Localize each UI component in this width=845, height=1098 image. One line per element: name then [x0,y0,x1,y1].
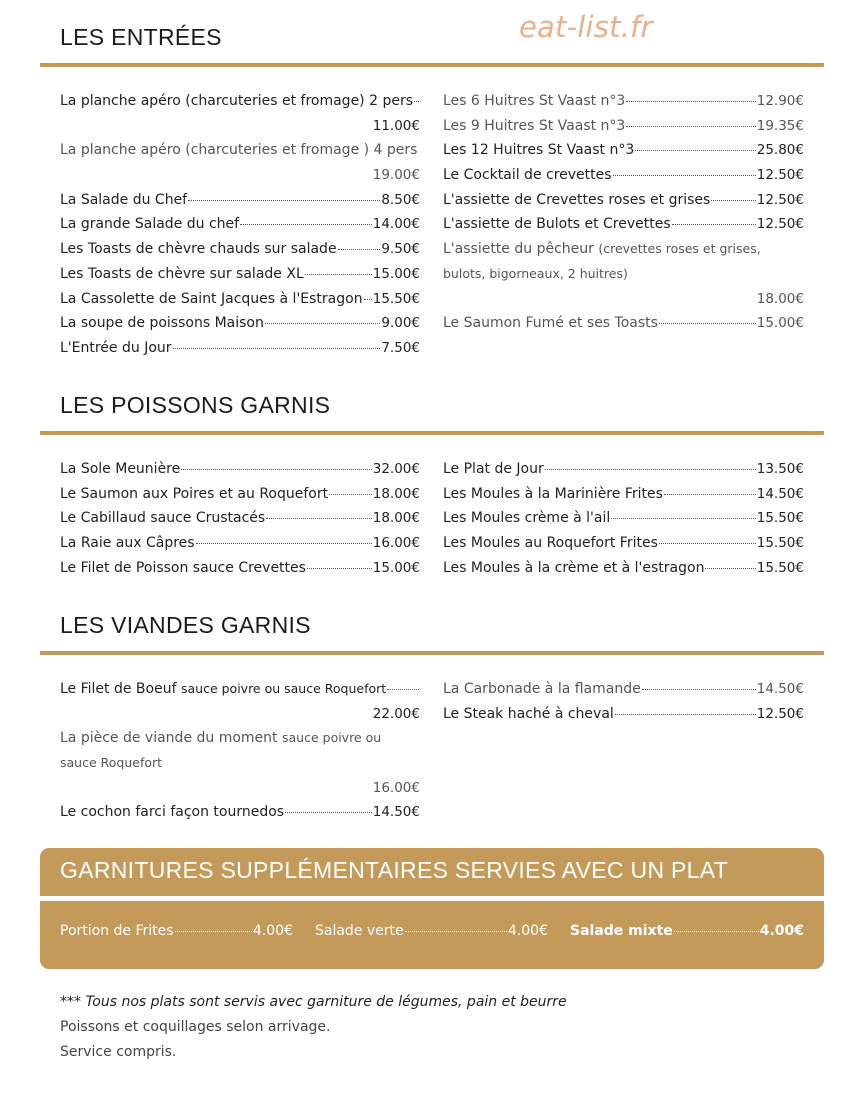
item-price: 4.00€ [507,923,548,939]
item-name: Le cochon farci façon tournedos [60,804,285,821]
item-name: La soupe de poissons Maison [60,315,264,332]
item-name: Portion de Frites [60,923,174,939]
menu-item [443,89,804,114]
item-price: 14.50€ [756,485,804,502]
item-name: La planche apéro (charcuteries et fromage ) 4 pers [60,142,418,159]
section-divider [40,651,824,655]
dot-leader [175,931,252,932]
entrees-right-column [443,89,804,336]
menu-item [60,800,420,825]
garnitures-list [60,923,804,939]
entrees-left-column [60,89,420,361]
item-name: La Raie aux Câpres [60,535,195,552]
item-price: 14.00€ [372,216,420,233]
item-price: 12.50€ [756,191,804,208]
item-name: Salade verte [315,923,404,939]
garniture-item [60,923,293,939]
item-name: Les Moules à la Marinière Frites [443,485,663,502]
menu-item [60,726,420,800]
section-divider [40,63,824,67]
item-name: L'assiette de Crevettes roses et grises [443,191,711,208]
item-price: 15.00€ [756,315,804,332]
dot-leader [626,101,755,102]
dot-leader [672,224,756,225]
poissons-left-column [60,457,420,580]
item-name: L'assiette du pêcheur [443,241,594,258]
dot-leader [659,543,756,544]
item-name: Les Moules au Roquefort Frites [443,535,658,552]
menu-item [60,262,420,287]
dot-leader [664,494,756,495]
menu-item [60,336,420,361]
item-name: Les 12 Huitres St Vaast n°3 [443,142,635,159]
menu-item [60,89,420,138]
item-name: La Cassolette de Saint Jacques à l'Estragon [60,290,363,307]
dot-leader [181,469,372,470]
item-note: sauce poivre ou sauce Roquefort [60,730,382,771]
menu-item [60,531,420,556]
dot-leader [674,931,759,932]
garnitures-header [40,848,824,896]
item-name: Les Toasts de chèvre sur salade XL [60,265,304,282]
garniture-item [315,923,548,939]
item-price: 15.00€ [372,559,420,576]
garnitures-title: GARNITURES SUPPLÉMENTAIRES SERVIES AVEC UN PLAT [60,857,729,883]
item-name: La Sole Meunière [60,461,181,477]
item-name: Le Cabillaud sauce Crustacés [60,510,266,527]
item-name: Les Moules à la crème et à l'estragon [443,559,705,576]
item-price: 9.00€ [381,315,420,332]
menu-item [443,506,804,531]
menu-item [443,163,804,188]
dot-leader [611,518,755,519]
menu-item [60,556,420,581]
garniture-item [570,923,804,939]
item-price: 4.00€ [759,923,804,939]
dot-leader [329,494,372,495]
menu-item [60,287,420,312]
dot-leader [265,323,380,324]
item-name: La pièce de viande du moment [60,730,278,747]
dot-leader [387,689,419,690]
dot-leader [240,224,372,225]
item-name: Le Plat de Jour [443,461,544,477]
item-price: 4.00€ [252,923,293,939]
menu-item [60,138,420,187]
section-title-poissons: LES POISSONS GARNIS [60,392,331,418]
viandes-left-column [60,677,420,825]
viandes-right-column [443,677,804,726]
dot-leader [613,175,756,176]
menu-item [60,677,420,726]
menu-item [443,114,804,139]
menu-item [60,506,420,531]
menu-item [443,677,804,702]
menu-item [60,482,420,507]
item-price: 15.50€ [756,510,804,527]
item-price: 32.00€ [372,461,420,477]
item-name: Les Toasts de chèvre chauds sur salade [60,241,337,258]
dot-leader [711,200,755,201]
item-name: La planche apéro (charcuteries et fromage) 2 pers [60,93,414,109]
item-name: Les Moules crème à l'ail [443,510,611,527]
menu-item [60,237,420,262]
item-name: Le Filet de Boeuf [60,681,177,697]
dot-leader [642,689,756,690]
dot-leader [173,348,381,349]
item-price: 14.50€ [372,804,420,821]
dot-leader [188,200,380,201]
footer-notes [60,990,567,1065]
dot-leader [705,568,755,569]
item-price: 12.90€ [756,93,804,109]
menu-item [60,457,420,482]
item-price: 12.50€ [756,167,804,184]
item-name: Le Steak haché à cheval [443,705,614,722]
dot-leader [414,101,419,102]
menu-item [443,556,804,581]
item-price: 19.00€ [372,167,420,184]
dot-leader [659,323,756,324]
menu-item [443,311,804,336]
poissons-right-column [443,457,804,580]
dot-leader [615,714,756,715]
item-price: 7.50€ [381,339,420,356]
dot-leader [338,249,381,250]
footer-note: Poissons et coquillages selon arrivage. [60,1019,331,1035]
menu-item [60,212,420,237]
item-price: 15.00€ [372,265,420,282]
menu-item [60,188,420,213]
item-price: 12.50€ [756,216,804,233]
item-name: Les 6 Huitres St Vaast n°3 [443,93,626,109]
item-price: 16.00€ [372,779,420,796]
section-title-viandes: LES VIANDES GARNIS [60,612,311,638]
menu-item [443,138,804,163]
footer-note: Service compris. [60,1044,177,1060]
item-name: La grande Salade du chef [60,216,240,233]
item-name: Le Saumon Fumé et ses Toasts [443,315,658,332]
menu-item [443,212,804,237]
menu-item [443,188,804,213]
item-price: 15.50€ [372,290,420,307]
item-price: 16.00€ [372,535,420,552]
item-name: La Carbonade à la flamande [443,681,641,697]
item-name: Le Filet de Poisson sauce Crevettes [60,559,306,576]
dot-leader [266,518,372,519]
item-name: Le Cocktail de crevettes [443,167,612,184]
item-note: sauce poivre ou sauce Roquefort [180,681,387,696]
item-price: 8.50€ [381,191,420,208]
section-title-entrees: LES ENTRÉES [60,24,222,50]
item-price: 22.00€ [372,705,420,722]
dot-leader [545,469,756,470]
item-name: Les 9 Huitres St Vaast n°3 [443,117,626,134]
item-price: 15.50€ [756,535,804,552]
dot-leader [307,568,372,569]
item-price: 15.50€ [756,559,804,576]
item-price: 18.00€ [372,510,420,527]
dot-leader [285,812,372,813]
item-name: La Salade du Chef [60,191,188,208]
item-price: 13.50€ [756,461,804,477]
item-name: Salade mixte [570,923,673,939]
item-price: 18.00€ [372,485,420,502]
dot-leader [405,931,507,932]
section-divider [40,431,824,435]
item-price: 11.00€ [372,117,420,134]
item-price: 12.50€ [756,705,804,722]
garnitures-panel [40,901,824,969]
menu-item [443,482,804,507]
item-price: 25.80€ [756,142,804,159]
dot-leader [196,543,372,544]
item-name: L'assiette de Bulots et Crevettes [443,216,671,233]
item-name: Le Saumon aux Poires et au Roquefort [60,485,329,502]
watermark: eat-list.fr [519,10,653,44]
footer-note: *** Tous nos plats sont servis avec garniture de légumes, pain et beurre [60,994,567,1010]
item-price: 18.00€ [756,290,804,307]
item-name: L'Entrée du Jour [60,339,172,356]
item-price: 14.50€ [756,681,804,697]
menu-item [443,531,804,556]
menu-item [60,311,420,336]
dot-leader [364,299,372,300]
dot-leader [305,274,372,275]
item-price: 9.50€ [381,241,420,258]
dot-leader [626,126,755,127]
menu-item [443,237,804,311]
item-note: (crevettes roses et grises, bulots, bigorneaux, 2 huitres) [443,241,761,281]
dot-leader [635,150,756,151]
menu-item [443,457,804,482]
item-price: 19.35€ [756,117,804,134]
menu-item [443,702,804,727]
